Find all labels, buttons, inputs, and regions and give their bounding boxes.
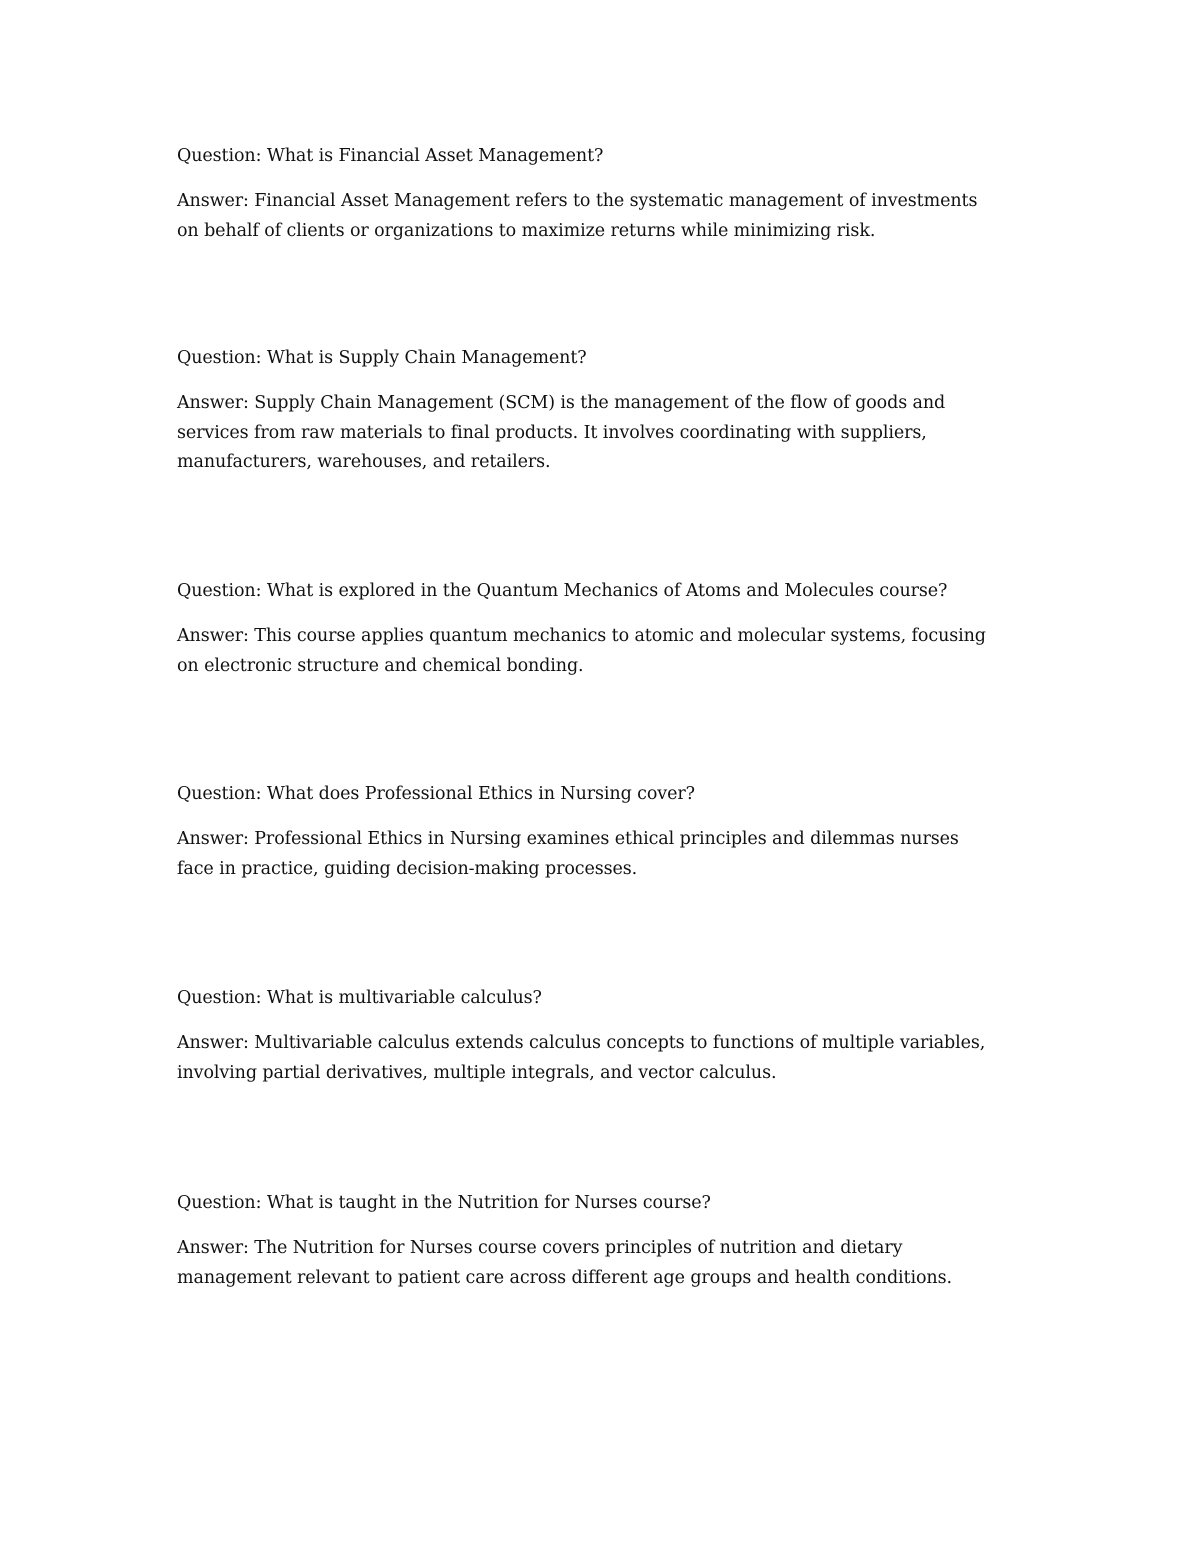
answer-line: Answer: Multivariable calculus extends calculus concepts to functions of multiple variables,	[177, 1033, 986, 1053]
question-text: Question: What is Supply Chain Management?	[177, 348, 587, 368]
question-text: Question: What is multivariable calculus?	[177, 988, 542, 1008]
qa-block-financial-asset-management	[177, 142, 1037, 246]
qa-block-quantum-mechanics	[177, 577, 1037, 681]
answer-line: Answer: Supply Chain Management (SCM) is the management of the flow of goods and	[177, 393, 946, 413]
answer-line: on behalf of clients or organizations to maximize returns while minimizing risk.	[177, 220, 876, 241]
qa-block-nutrition-for-nurses	[177, 1189, 1037, 1293]
answer-line: services from raw materials to final products. It involves coordinating with suppliers,	[177, 422, 927, 443]
answer-line: manufacturers, warehouses, and retailers.	[177, 452, 551, 472]
answer-line: Answer: Professional Ethics in Nursing examines ethical principles and dilemmas nurses	[177, 829, 959, 849]
answer-paragraph	[177, 187, 1037, 246]
answer-paragraph	[177, 622, 1037, 681]
answer-paragraph	[177, 825, 1037, 884]
question-text: Question: What does Professional Ethics in Nursing cover?	[177, 784, 695, 804]
answer-line: on electronic structure and chemical bonding.	[177, 655, 584, 676]
qa-block-multivariable-calculus	[177, 984, 1037, 1088]
answer-line: Answer: The Nutrition for Nurses course covers principles of nutrition and dietary	[177, 1238, 903, 1258]
answer-paragraph	[177, 1029, 1037, 1088]
question-text: Question: What is Financial Asset Management?	[177, 146, 604, 166]
qa-block-supply-chain-management	[177, 344, 1037, 478]
answer-line: management relevant to patient care across different age groups and health conditions.	[177, 1267, 952, 1288]
answer-paragraph	[177, 1234, 1037, 1293]
question-text: Question: What is taught in the Nutrition for Nurses course?	[177, 1193, 711, 1213]
qa-block-professional-ethics-nursing	[177, 780, 1037, 884]
answer-line: involving partial derivatives, multiple integrals, and vector calculus.	[177, 1062, 777, 1083]
question-text: Question: What is explored in the Quantum Mechanics of Atoms and Molecules course?	[177, 581, 948, 601]
answer-line: Answer: This course applies quantum mechanics to atomic and molecular systems, focusing	[177, 626, 986, 646]
answer-paragraph	[177, 389, 1037, 478]
answer-line: face in practice, guiding decision-making processes.	[177, 858, 638, 879]
answer-line: Answer: Financial Asset Management refers to the systematic management of investments	[177, 191, 978, 211]
